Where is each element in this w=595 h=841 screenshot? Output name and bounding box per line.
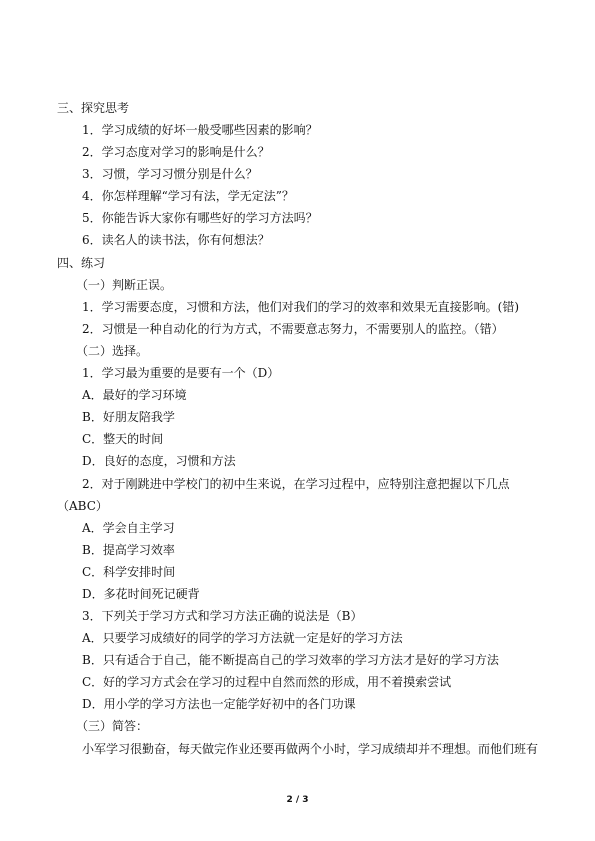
short-answer-text: 小军学习很勤奋，每天做完作业还要再做两个小时，学习成绩却并不理想。而他们班有 [82, 742, 539, 756]
choice-option: B．好朋友陪我学 [82, 410, 175, 424]
section4-heading: 四、练习 [57, 256, 106, 270]
question-item: 6．读名人的读书法，你有何想法？ [82, 233, 270, 247]
choice-question-stem: 1．学习最为重要的是要有一个（D） [82, 366, 280, 380]
question-item: 1．学习成绩的好坏一般受哪些因素的影响？ [82, 123, 318, 137]
part1-heading: （一）判断正误。 [76, 278, 173, 292]
true-false-item: 2．习惯是一种自动化的行为方式，不需要意志努力，不需要别人的监控。（错） [82, 322, 504, 336]
part2-heading: （二）选择。 [76, 344, 149, 358]
choice-option: C．科学安排时间 [82, 565, 176, 579]
choice-option: A．学会自主学习 [82, 521, 175, 535]
true-false-item: 1．学习需要态度，习惯和方法，他们对我们的学习的效率和效果无直接影响。(错) [82, 300, 520, 314]
question-item: 5．你能告诉大家你有哪些好的学习方法吗？ [82, 211, 318, 225]
choice-question-stem: 3．下列关于学习方式和学习方法正确的说法是（B） [82, 609, 363, 623]
question-item: 3．习惯，学习习惯分别是什么？ [82, 167, 258, 181]
choice-option: B．提高学习效率 [82, 543, 175, 557]
choice-option: D．良好的态度，习惯和方法 [82, 454, 236, 468]
choice-option: D．用小学的学习方法也一定能学好初中的各门功课 [82, 697, 356, 711]
choice-option: D．多花时间死记硬背 [82, 587, 200, 601]
part3-heading: （三）简答： [76, 719, 149, 733]
choice-question-stem: 2．对于刚跳进中学校门的初中生来说，在学习过程中，应特别注意把握以下几点 [82, 477, 510, 491]
choice-question-stem-cont: （ABC） [57, 499, 108, 513]
question-item: 2．学习态度对学习的影响是什么？ [82, 145, 270, 159]
page-number: 2 / 3 [286, 795, 309, 805]
choice-option: A．只要学习成绩好的同学的学习方法就一定是好的学习方法 [82, 631, 403, 645]
choice-option: A．最好的学习环境 [82, 388, 187, 402]
question-item: 4．你怎样理解“学习有法，学无定法”？ [82, 189, 294, 203]
choice-option: C．整天的时间 [82, 432, 164, 446]
section3-heading: 三、探究思考 [57, 101, 130, 115]
choice-option: B．只有适合于自己，能不断提高自己的学习效率的学习方法才是好的学习方法 [82, 653, 499, 667]
choice-option: C．好的学习方式会在学习的过程中自然而然的形成，用不着摸索尝试 [82, 675, 452, 689]
